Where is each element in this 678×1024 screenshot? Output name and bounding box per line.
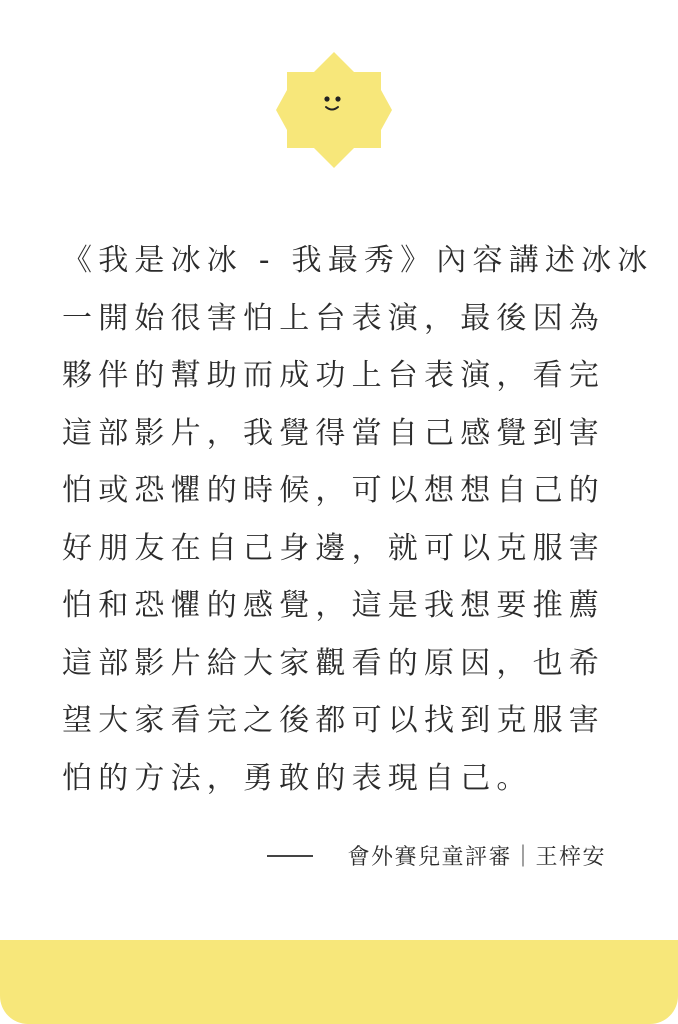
review-line: 怕和恐懼的感覺，這是我想要推薦 — [62, 588, 605, 623]
attribution-separator: ｜ — [511, 845, 536, 870]
review-line: 望大家看完之後都可以找到克服害 — [62, 703, 605, 738]
sun-right-eye — [335, 96, 340, 101]
footer-color-band — [0, 940, 678, 1024]
review-line: 怕的方法，勇敢的表現自己。 — [62, 760, 533, 796]
reviewer-name: 王梓安 — [535, 845, 606, 870]
review-line: 這部影片，我覺得當自己感覺到害 — [62, 415, 605, 451]
review-text — [62, 232, 654, 807]
review-line: 《我是冰冰 - 我最秀》內容講述冰冰 — [62, 243, 654, 278]
review-line: 一開始很害怕上台表演，最後因為 — [62, 300, 605, 336]
reviewer-role: 會外賽兒童評審 — [347, 845, 512, 870]
attribution-dash — [267, 855, 313, 857]
sun-left-eye — [324, 96, 329, 101]
smiling-sun-icon — [276, 52, 392, 168]
review-line: 好朋友在自己身邊，就可以克服害 — [62, 530, 605, 566]
review-line: 怕或恐懼的時候，可以想想自己的 — [62, 473, 605, 508]
review-line: 夥伴的幫助而成功上台表演，看完 — [62, 358, 605, 393]
review-line: 這部影片給大家觀看的原因，也希 — [62, 645, 605, 681]
reviewer-attribution — [267, 840, 606, 871]
